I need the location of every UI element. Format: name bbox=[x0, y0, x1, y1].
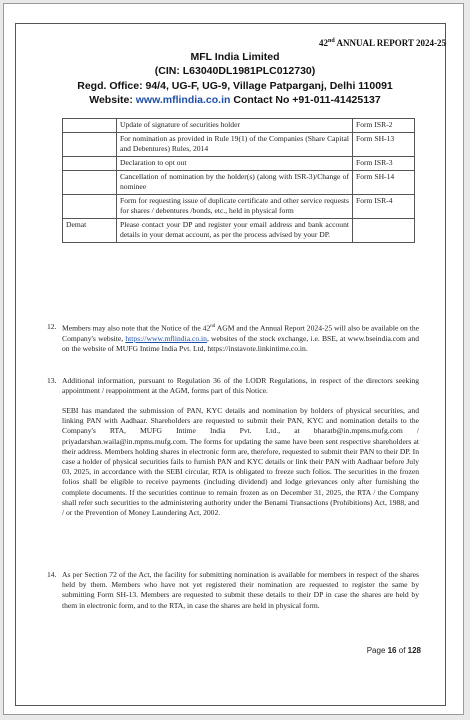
holding-cell bbox=[63, 119, 117, 133]
form-cell: Form ISR-3 bbox=[353, 157, 415, 171]
company-cin: (CIN: L63040DL1981PLC012730) bbox=[154, 65, 316, 77]
registered-office: Regd. Office: 94/4, UG-F, UG-9, Village Patparganj, Delhi 110091 bbox=[77, 80, 393, 92]
annual-report-label: 42nd ANNUAL REPORT 2024-25 bbox=[319, 38, 446, 48]
forms-table-row bbox=[63, 133, 415, 157]
holding-cell: Demat bbox=[63, 219, 117, 243]
company-website-link[interactable]: https://www.mflindia.co.in bbox=[125, 333, 207, 343]
form-cell: Form ISR-2 bbox=[353, 119, 415, 133]
company-name: MFL India Limited bbox=[190, 51, 280, 63]
paragraph-14: 14. As per Section 72 of the Act, the facility for submitting nomination is available for members in respect of the shares held by them. Members who have not yet registered their nomination are requested to register the same by submitting Form SH-13. Members are requested to submit these details to their DP in case the shares are held by them in electronic form, and to the RTA, in case the shares are held in physical form. bbox=[47, 570, 419, 610]
purpose-cell: Cancellation of nomination by the holder(s) (along with ISR-3)/Change of nominee bbox=[117, 171, 353, 195]
forms-table-row bbox=[63, 195, 415, 219]
purpose-cell: Declaration to opt out bbox=[117, 157, 353, 171]
form-cell: Form ISR-4 bbox=[353, 195, 415, 219]
purpose-cell: Update of signature of securities holder bbox=[117, 119, 353, 133]
forms-table-row bbox=[63, 219, 415, 243]
holding-cell bbox=[63, 133, 117, 157]
paragraph-sebi-kyc: SEBI has mandated the submission of PAN, KYC details and nomination by holders of physical securities, and linking PAN with Aadhaar. Shareholders are requested to submit their PAN, KYC and nomination details to the Company's RTA, MUFG Intime India Pvt. Ltd., at bharatb@in.mpms.mufg.com / priyadarshan.waila@in.mpms.mufg.com. The forms for updating the same have been sent respective shareholders at their address. Members holding shares in electronic form are, therefore, requested to submit their PAN to their DP. In case a holder of physical securities fails to furnish PAN and KYC details or link their PAN with Aadhaar before July 03, 2025, in accordance with the SEBI circular, RTA is obligated to freeze such folios. The securities in the frozen folios shall be eligible to receive payments (including dividend) and lodge grievances only after furnishing the complete documents. If the securities continue to remain frozen as on December 31, 2025, the RTA / the Company shall refer such securities to the administering authority under the Benami Transactions (Prohibitions) Act, 1988, and / or the Prevention of Money Laundering Act, 2002. bbox=[62, 406, 419, 518]
forms-table-row bbox=[63, 171, 415, 195]
holding-cell bbox=[63, 171, 117, 195]
holding-cell bbox=[63, 195, 117, 219]
form-cell: Form SH-13 bbox=[353, 133, 415, 157]
website-link[interactable]: www.mflindia.co.in bbox=[135, 94, 231, 106]
paragraph-13: 13. Additional information, pursuant to Regulation 36 of the LODR Regulations, in respect of the directors seeking appointment / reappointment at the AGM, forms part of this Notice. bbox=[47, 376, 419, 396]
paragraph-12: 12. Members may also note that the Notice of the 42nd AGM and the Annual Report 2024-25 will also be available on the Company's website, https://www.mflindia.co.in, websites of the stock exchange, i.e. BSE, at www.bseindia.com and on the website of MUFG Intime India Pvt. Ltd, https://instavote.linkintime.co.in. bbox=[47, 322, 420, 353]
website-contact-line: Website: www.mflindia.co.in Contact No +91-011-41425137 bbox=[89, 94, 381, 106]
forms-table-row bbox=[63, 119, 415, 133]
forms-table bbox=[62, 118, 415, 243]
purpose-cell: Form for requesting issue of duplicate certificate and other service requests for shares / debentures /bonds, etc., held in physical form bbox=[117, 195, 353, 219]
form-cell: Form SH-14 bbox=[353, 171, 415, 195]
form-cell bbox=[353, 219, 415, 243]
forms-table-row bbox=[63, 157, 415, 171]
purpose-cell: For nomination as provided in Rule 19(1) of the Companies (Share Capital and Debentures) Rules, 2014 bbox=[117, 133, 353, 157]
purpose-cell: Please contact your DP and register your email address and bank account details in your demat account, as per the process advised by your DP. bbox=[117, 219, 353, 243]
holding-cell bbox=[63, 157, 117, 171]
page-number: Page 16 of 128 bbox=[366, 646, 421, 655]
